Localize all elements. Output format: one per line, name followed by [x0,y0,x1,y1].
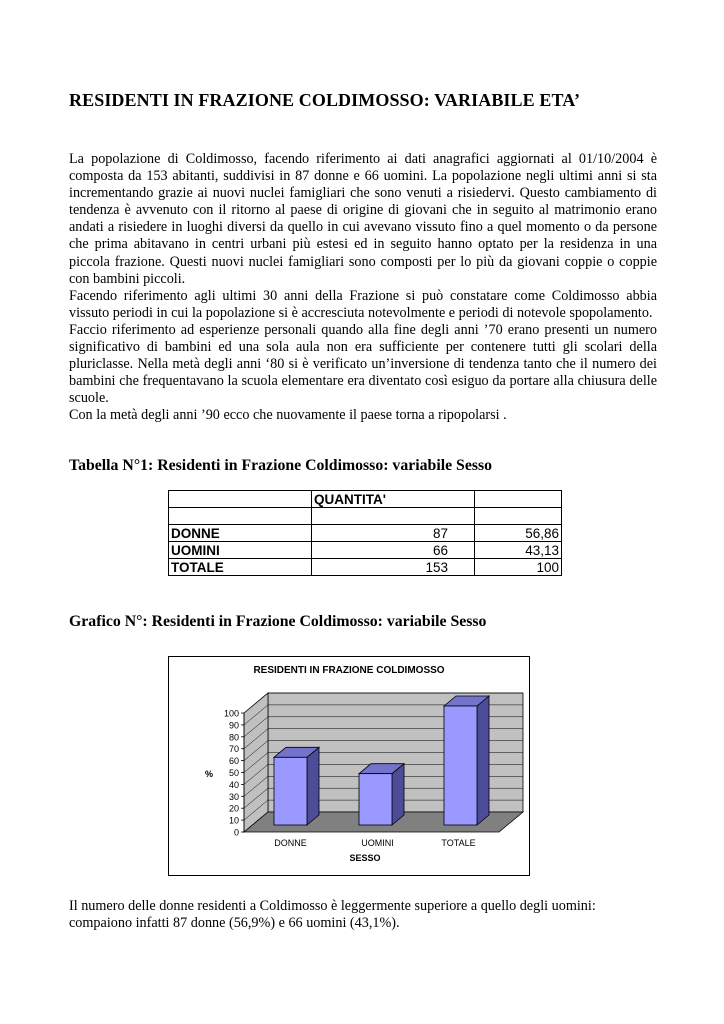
bar-chart-svg [169,657,529,875]
y-tick-label: 40 [228,779,239,790]
paragraph: Con la metà degli anni ’90 ecco che nuovamente il paese torna a ripopolarsi . [69,407,507,424]
y-tick-label: 50 [228,768,239,778]
bar-chart [168,656,530,876]
y-tick-label: 100 [223,708,239,719]
table-cell: 56,86 [475,525,562,542]
x-tick-label: DONNE [274,838,307,848]
bar-side [392,764,404,825]
y-tick-label: 10 [228,815,239,826]
table-header-cell [475,491,562,508]
table-cell: UOMINI [169,542,312,559]
y-tick-label: 30 [228,791,239,802]
table-row [169,525,562,542]
table-row [169,559,562,576]
table-cell: 66 [312,542,475,559]
bar [444,706,477,825]
table-header-cell [169,491,312,508]
y-tick-label: 90 [228,720,239,731]
y-axis-label: % [204,769,214,779]
body-text [69,151,657,425]
x-tick-label: TOTALE [441,838,476,848]
x-axis-label: SESSO [349,853,381,863]
table-cell [312,508,475,525]
table-cell [169,508,312,525]
page-title: RESIDENTI IN FRAZIONE COLDIMOSSO: VARIABILE ETA’ [69,90,581,110]
y-tick-label: 70 [228,744,239,755]
paragraph: Faccio riferimento ad esperienze personali quando alla fine degli anni ’70 erano presenti un numero significativo di bambini ed una sola aula non era sufficiente per contenere tutti gli scolari della pluriclasse. Nella metà degli anni ‘80 si è verificato un’inversione di tendenza tanto che il numero dei bambini che frequentavano la scuola elementare era diventato così esiguo da portare alla chiusura delle scuole. [69,321,657,407]
bar [274,757,307,825]
y-tick-label: 60 [228,756,239,767]
bar-side [477,696,489,825]
y-tick-label: 80 [228,732,239,743]
paragraph: La popolazione di Coldimosso, facendo riferimento ai dati anagrafici aggiornati al 01/10/2004 è composta da 153 abitanti, suddivisi in 87 donne e 66 uomini. La popolazione negli ultimi anni si sta incrementando grazie ai nuovi nuclei famigliari che sono venuti a risiedervi. Questo cambiamento di tendenza è avvenuto con il ritorno al paese di origine di giovani che in seguito al matrimonio erano andati a risiedere in luoghi diversi da quello in cui avevano vissuto fino a quel momento o da persone che prima abitavano in centri urbani più estesi ed in seguito hanno optato per la residenza in una piccola frazione. Questi nuovi nuclei famigliari sono composti per lo più da giovani coppie o coppie con bambini piccoli. [69,151,657,287]
chart-title: RESIDENTI IN FRAZIONE COLDIMOSSO [253,665,445,676]
table-row [169,508,562,525]
bar-side [307,747,319,825]
table-cell: 43,13 [475,542,562,559]
bar [359,774,392,825]
paragraph: Facendo riferimento agli ultimi 30 anni della Frazione si può constatare come Coldimosso abbia vissuto periodi in cui la popolazione si è accresciuta notevolmente e periodi di notevole spopolamento. [69,287,657,321]
table-cell [475,508,562,525]
table-cell: 87 [312,525,475,542]
sex-table [168,490,562,576]
chart-heading: Grafico N°: Residenti in Frazione Coldimosso: variabile Sesso [69,613,487,630]
x-tick-label: UOMINI [361,838,394,848]
y-tick-label: 0 [233,827,239,838]
table-header-cell: QUANTITA' [312,491,475,508]
table-heading: Tabella N°1: Residenti in Frazione Coldimosso: variabile Sesso [69,457,493,474]
table-header-row [169,491,562,508]
table-cell: DONNE [169,525,312,542]
table-row [169,542,562,559]
y-tick-label: 20 [228,803,239,814]
summary-text: Il numero delle donne residenti a Coldimosso è leggermente superiore a quello degli uomini: compaiono infatti 87 donne (56,9%) e 66 uomini (43,1%). [69,898,596,932]
table-cell: 100 [475,559,562,576]
table-cell: 153 [312,559,475,576]
table-cell: TOTALE [169,559,312,576]
